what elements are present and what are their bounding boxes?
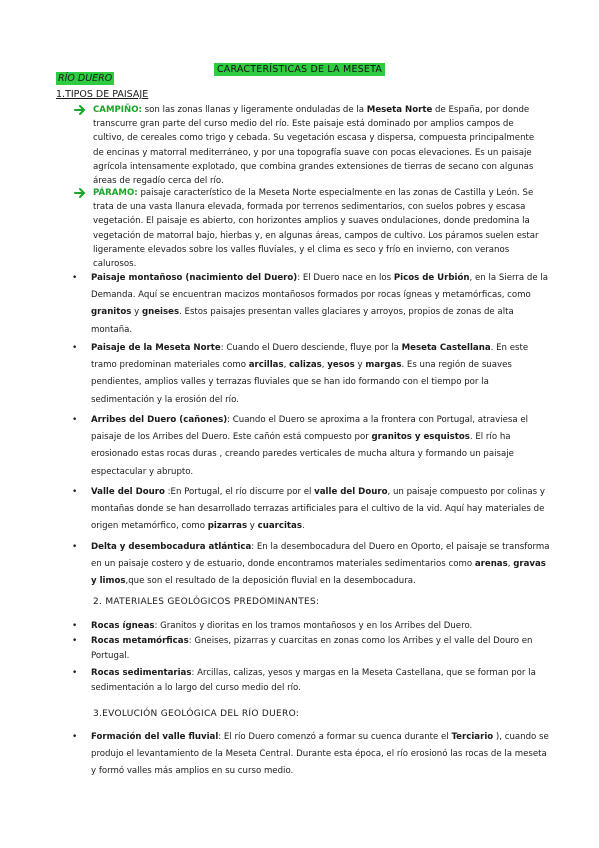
bullet-icon: • [72,487,78,497]
bullet-icon: • [72,415,78,425]
bold-part: cuarcitas [257,521,302,532]
formacion-item [72,729,550,781]
bold-part: arcillas [248,360,284,371]
bold-part: granitos y esquistos [371,432,470,443]
metamorficas-text [91,634,550,664]
igneas-label: Rocas ígneas [91,621,155,631]
delta-label: Delta y desembocadura atlántica [91,542,252,552]
text-part: , [321,360,328,371]
formacion-text [91,729,550,781]
bold-part: valle del Douro [314,487,388,497]
bullet-icon: • [72,636,78,646]
formacion-label: Formación del valle fluvial [91,732,219,742]
bullet-icon: • [72,732,78,742]
sedimentarias-label: Rocas sedimentarias [91,668,192,678]
meseta-norte-label: Paisaje de la Meseta Norte [91,343,221,353]
text-part: . En este tramo predominan materiales como [91,343,529,371]
delta-text [91,539,550,591]
bold-part: calizas [289,360,322,371]
page-title: CARACTERÍSTICAS DE LA MESETA [214,63,385,76]
text-part: : Gneises, pizarras y cuarcitas en zonas como los Arribes y el valle del Douro en Portugal. [91,636,533,662]
campino-item [76,103,546,188]
valle-label: Valle del Douro [91,487,165,497]
campino-text-part: de España, por donde transcurre gran parte del curso medio del río. Este paisaje está dominado por amplios campos de cultivo, de cereales como trigo y cebada. Su vegetación escasa y dispersa, compuesta principalmente de encinas y matorral mediterráneo, y por una topografía suave con pocas elevaciones. Es un paisaje agrícola intensamente explotado, que combina grandes extensiones de tierras de secano con algunas áreas de regadío cerca del río. [93,105,535,187]
text-part: : Cuando el Duero se aproxima a la frontera con Portugal, atraviesa el paisaje de los Arribes del Duero. Este cañón está compuesto por [91,415,529,443]
paramo-item [76,186,546,271]
arribes-label: Arribes del Duero (cañones) [91,415,228,425]
arribes-text [91,412,550,481]
bold-part: Terciario [451,732,494,742]
meseta-norte-item [72,340,550,409]
arribes-item [72,412,550,481]
bold-part: Picos de Urbión [393,273,470,283]
text-part: y [247,521,258,532]
arrow-right-icon [74,103,88,117]
text-part: : Granitos y dioritas en los tramos montañosos y en los Arribes del Duero. [154,621,473,631]
metamorficas-label: Rocas metamórficas [91,636,189,646]
text-part: y [131,307,142,318]
text-part: y [354,360,366,371]
text-part: , un paisaje compuesto por colinas y montañas donde se han desarrollado terrazas artificiales para el cultivo de la vid. Aquí hay materiales de origen metamórfico, como [91,487,545,532]
bullet-icon: • [72,273,78,283]
bold-part: margas [365,360,402,371]
text-part: , [507,559,514,570]
river-heading: RÍO DUERO [58,73,113,84]
campino-text-part: son las zonas llanas y ligeramente onduladas de la [141,105,367,115]
text-part: . Estos paisajes presentan valles glaciares y arroyos, propios de zonas de alta montaña. [91,307,514,335]
bullet-icon: • [72,343,78,353]
text-part: ), cuando se produjo el levantamiento de la Meseta Central. Durante esta época, el río erosionó las rocas de la meseta y formó valles más amplios en su curso medio. [91,732,549,777]
section-heading-2: 2. MATERIALES GEOLÓGICOS PREDOMINANTES: [93,597,320,607]
paramo-label: PÁRAMO: [93,188,138,198]
paramo-text-part: paisaje característico de la Meseta Norte especialmente en las zonas de Castilla y León. Se trata de una vasta llanura elevada, formada por terrenos sedimentarios, con suelos pobres y escasa vegetación. El paisaje es abierto, con horizontes amplios y suaves ondulaciones, donde predomina la vegetación de matorral bajo, hierbas y, en algunas áreas, campos de cultivo. Los páramos suelen estar ligeramente elevados sobre los valles fluviales, y el clima es seco y frío en invierno, con veranos calurosos. [93,188,539,270]
section-heading-3: 3.EVOLUCIÓN GEOLÓGICA DEL RÍO DUERO: [93,709,300,719]
section-heading-1: 1.TIPOS DE PAISAJE [56,89,149,100]
valle-item [72,484,550,536]
bold-part: granitos [91,307,132,318]
montanoso-item [72,270,550,339]
text-part: : El Duero nace en los [297,273,394,283]
bold-part: yesos [327,360,355,371]
igneas-text [91,619,550,634]
arrow-right-icon [74,186,88,200]
campino-bold: Meseta Norte [366,105,433,115]
text-part: : En la desembocadura del Duero en Oporto, el paisaje se transforma en un paisaje costero y de estuario, donde encontramos materiales sedimentarios como [91,542,550,570]
text-part: , en la Sierra de la Demanda. Aquí se encuentran macizos montañosos formados por rocas ígneas y metamórficas, como [91,273,549,301]
campino-label: CAMPIÑO: [93,105,142,115]
bold-part: pizarras [207,521,248,532]
paramo-text [93,186,546,271]
sedimentarias-item [72,666,550,696]
text-part: :En Portugal, el río discurre por el [164,487,315,497]
metamorficas-item [72,634,550,664]
text-part: . [301,521,305,532]
bullet-icon: • [72,621,78,631]
bold-part: arenas [474,559,508,570]
montanoso-label: Paisaje montañoso (nacimiento del Duero) [91,273,298,283]
montanoso-text [91,270,550,339]
bullet-icon: • [72,668,78,678]
text-part: : Cuando el Duero desciende, fluye por la [220,343,402,353]
text-part: . El río ha erosionado estas rocas duras , creando paredes verticales de mucha altura y formando un paisaje espectacular y abrupto. [91,432,514,477]
meseta-norte-text [91,340,550,409]
text-part: : El río Duero comenzó a formar su cuenca durante el [218,732,452,742]
delta-item [72,539,550,591]
bold-part: Meseta Castellana [401,343,491,353]
text-part: , [283,360,290,371]
campino-text [93,103,546,188]
valle-text [91,484,550,536]
bold-part: gravas y limos [91,559,546,587]
text-part: ,que son el resultado de la deposición fluvial en la desembocadura. [125,576,416,587]
sedimentarias-text [91,666,550,696]
igneas-item [72,619,550,634]
bullet-icon: • [72,542,78,552]
text-part: : Arcillas, calizas, yesos y margas en la Meseta Castellana, que se forman por la sedimentación a lo largo del curso medio del río. [91,668,536,694]
text-part: . Es una región de suaves pendientes, amplios valles y terrazas fluviales que se han ido formando con el tiempo por la sedimentación y la erosión del río. [91,360,512,405]
bold-part: gneises [141,307,180,318]
